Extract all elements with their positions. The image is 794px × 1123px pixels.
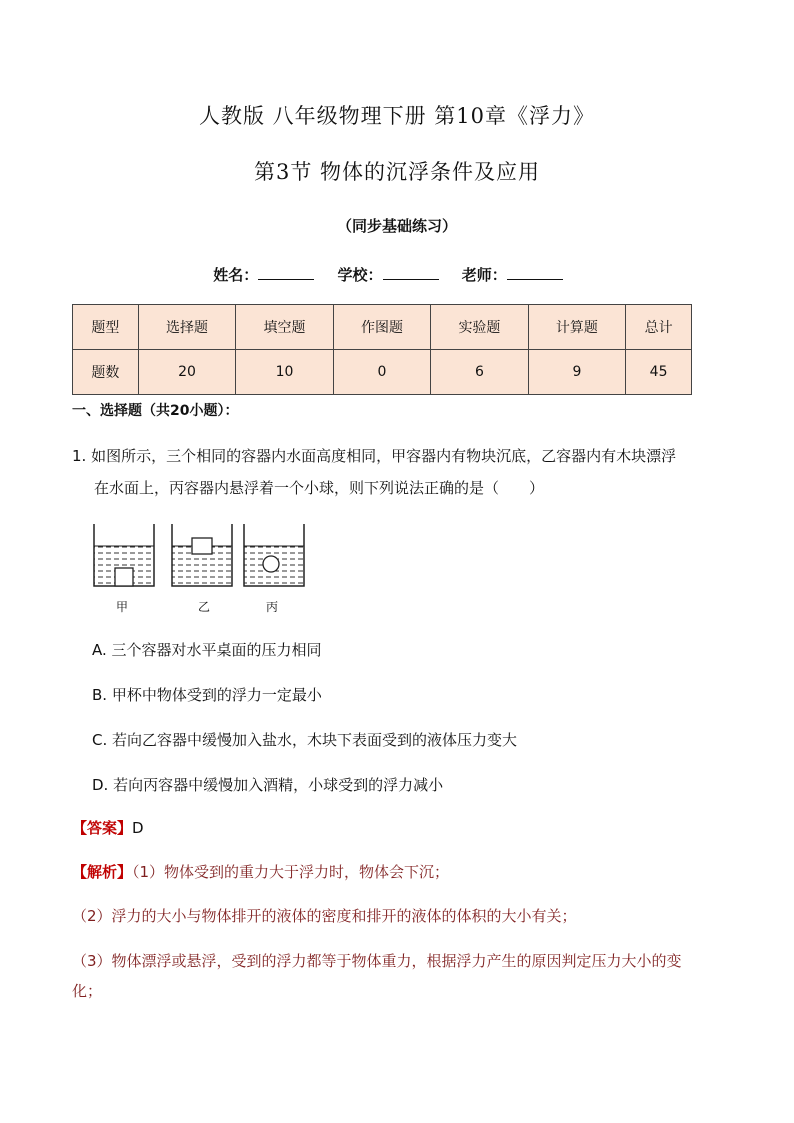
table-header-cell: 填空题 [236,305,333,350]
container-yi [172,524,232,586]
figure-label-yi: 乙 [198,600,211,614]
school-blank[interactable] [383,265,439,280]
analysis-point-3-line-1: （3）物体漂浮或悬浮，受到的浮力都等于物体重力，根据浮力产生的原因判定压力大小的变 [72,952,682,970]
question-count-table [72,304,692,395]
analysis-block [72,857,732,887]
table-header-row [73,305,692,350]
document-subtitle: 第3节 物体的沉浮条件及应用 [253,160,541,184]
table-cell: 6 [431,350,528,395]
container-bing [244,524,304,586]
analysis-point-2: （2）浮力的大小与物体排开的液体的密度和排开的液体的体积的大小有关； [72,907,577,925]
name-label: 姓名： [213,266,259,284]
teacher-label: 老师： [461,266,507,284]
analysis-point-3-line-2: 化； [72,982,103,1000]
document-title: 人教版 八年级物理下册 第10章《浮力》 [198,104,596,128]
student-info-line [0,264,794,285]
name-blank[interactable] [258,265,314,280]
table-cell: 10 [236,350,333,395]
analysis-point-1: （1）物体受到的重力大于浮力时，物体会下沉； [132,863,450,881]
answer-label: 【答案】 [72,819,133,837]
table-cell: 题数 [73,350,139,395]
analysis-point-3 [72,946,732,1006]
option-c: C. 若向乙容器中缓慢加入盐水，木块下表面受到的液体压力变大 [92,731,518,749]
option-a: A. 三个容器对水平桌面的压力相同 [92,641,322,659]
table-row [73,350,692,395]
practice-tag: （同步基础练习） [336,217,457,235]
table-header-cell: 选择题 [138,305,235,350]
table-header-cell: 计算题 [528,305,625,350]
table-header-cell: 总计 [626,305,692,350]
table-cell: 45 [626,350,692,395]
floating-block [192,538,212,554]
question-line-1: 如图所示，三个相同的容器内水面高度相同，甲容器内有物块沉底，乙容器内有木块漂浮 [91,447,677,465]
sunken-block [115,568,133,586]
table-cell: 9 [528,350,625,395]
table-cell: 0 [333,350,430,395]
option-b: B. 甲杯中物体受到的浮力一定最小 [92,686,322,704]
figure-label-bing: 丙 [266,600,279,614]
school-label: 学校： [337,266,383,284]
option-d: D. 若向丙容器中缓慢加入酒精，小球受到的浮力减小 [92,776,444,794]
analysis-label: 【解析】 [72,863,133,881]
question-number: 1. [72,447,87,465]
question-1-stem [72,440,732,504]
answer-line [72,817,144,838]
section-heading: 一、选择题（共20小题）： [72,403,239,419]
table-header-cell: 实验题 [431,305,528,350]
container-jia [94,524,154,586]
containers-figure [90,520,320,592]
table-cell: 20 [138,350,235,395]
suspended-ball [263,556,279,572]
teacher-blank[interactable] [507,265,563,280]
question-line-2: 在水面上，丙容器内悬浮着一个小球，则下列说法正确的是（ ） [94,479,545,497]
figure-label-jia: 甲 [116,600,129,614]
table-header-cell: 作图题 [333,305,430,350]
answer-value: D [132,819,144,837]
table-header-cell: 题型 [73,305,139,350]
